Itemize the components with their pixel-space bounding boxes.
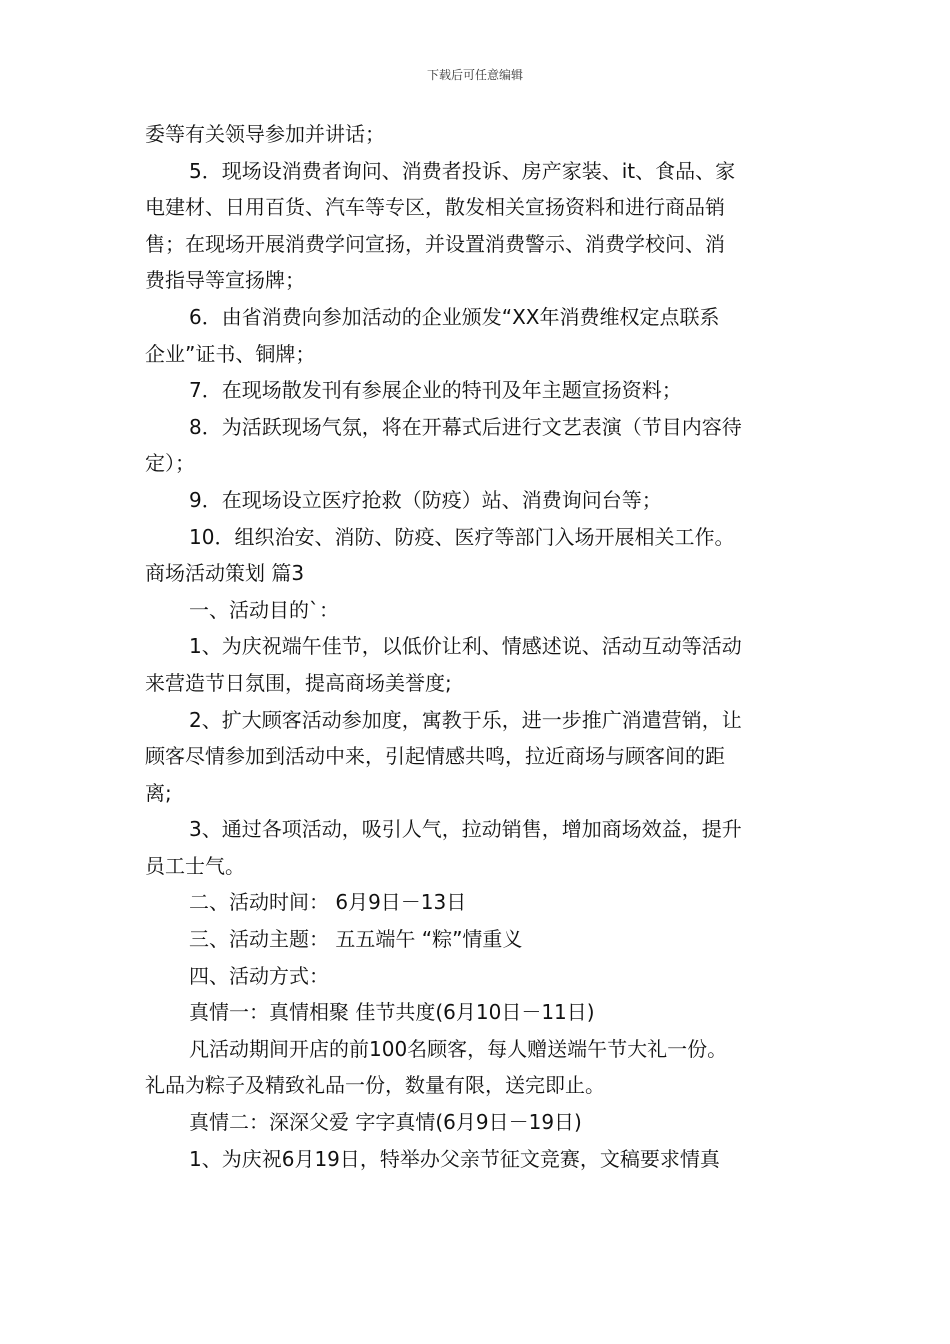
text-line: 真情一：真情相聚 佳节共度(6月10日－11日) [189, 1000, 595, 1025]
text-line: 定）； [145, 451, 195, 476]
text-line: 来营造节日氛围，提高商场美誉度; [145, 670, 452, 695]
text-line: 员工士气。 [145, 853, 245, 878]
text-line: 6．由省消费向参加活动的企业颁发“XX年消费维权定点联系 [189, 304, 720, 329]
text-line: 电建材、日用百货、汽车等专区，散发相关宣扬资料和进行商品销 [145, 195, 725, 220]
text-line: 顾客尽情参加到活动中来，引起情感共鸣，拉近商场与顾客间的距 [145, 744, 725, 769]
text-line: 礼品为粽子及精致礼品一份，数量有限，送完即止。 [145, 1073, 605, 1098]
text-line: 离; [145, 780, 172, 805]
text-line: 售；在现场开展消费学问宣扬，并设置消费警示、消费学校问、消 [145, 231, 725, 256]
text-line: 凡活动期间开店的前100名顾客，每人赠送端午节大礼一份。 [189, 1036, 728, 1061]
text-line: 委等有关领导参加并讲话； [145, 122, 385, 146]
text-line: 四、活动方式： [189, 963, 329, 988]
text-line: 企业”证书、铜牌； [145, 341, 316, 366]
text-line: 一、活动目的`： [189, 597, 339, 622]
text-line: 10．组织治安、消防、防疫、医疗等部门入场开展相关工作。 [189, 524, 735, 549]
document-body [145, 116, 807, 1177]
text-line: 5．现场设消费者询问、消费者投诉、房产家装、it、食品、家 [189, 158, 736, 183]
text-line: 8．为活跃现场气氛，将在开幕式后进行文艺表演（节目内容待 [189, 414, 742, 439]
section-title: 商场活动策划 篇3 [145, 561, 305, 586]
text-line: 9．在现场设立医疗抢救（防疫）站、消费询问台等； [189, 487, 662, 512]
text-line: 7．在现场散发刊有参展企业的特刊及年主题宣扬资料； [189, 378, 682, 403]
text-line: 1、为庆祝端午佳节，以低价让利、情感述说、活动互动等活动 [189, 634, 742, 659]
page-header: 下载后可任意编辑 [426, 68, 523, 82]
text-line: 三、活动主题： 五五端午 “粽”情重义 [189, 927, 523, 952]
text-line: 二、活动时间： 6月9日－13日 [189, 890, 467, 915]
text-line: 2、扩大顾客活动参加度，寓教于乐，进一步推广消遣营销，让 [189, 707, 742, 732]
text-line: 1、为庆祝6月19日，特举办父亲节征文竞赛，文稿要求情真 [189, 1146, 720, 1171]
text-line: 真情二：深深父爱 字字真情(6月9日－19日) [189, 1110, 582, 1135]
text-line: 费指导等宣扬牌； [145, 268, 305, 293]
text-line: 3、通过各项活动，吸引人气，拉动销售，增加商场效益，提升 [189, 817, 742, 842]
